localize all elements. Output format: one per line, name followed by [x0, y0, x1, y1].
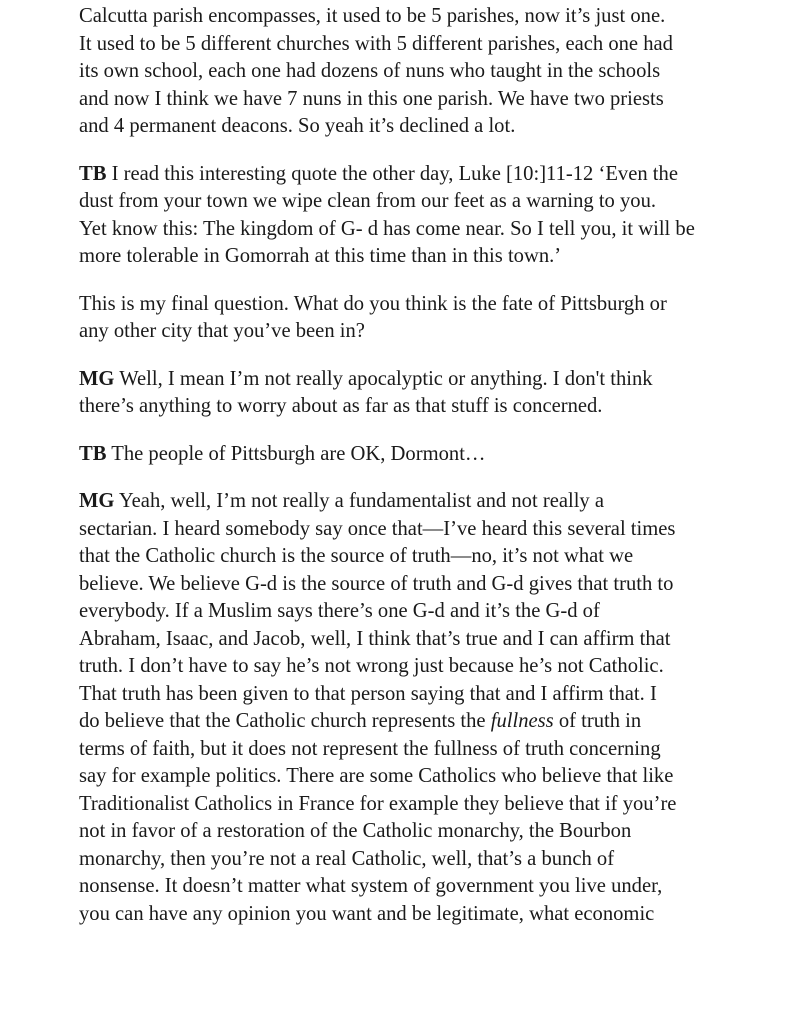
text-line — [79, 366, 779, 394]
text-line: that the Catholic church is the source of truth—no, it’s not what we — [79, 545, 634, 567]
document-page — [79, 3, 779, 948]
line-text: Well, I mean I’m not really apocalyptic or anything. I don't think — [114, 367, 653, 390]
text-line: everybody. If a Muslim says there’s one G-d and it’s the G-d of — [79, 600, 600, 622]
paragraph-3 — [79, 291, 779, 346]
text-line: This is my final question. What do you think is the fate of Pittsburgh or — [79, 292, 667, 315]
speaker-label: MG — [79, 490, 115, 512]
text-line: and now I think we have 7 nuns in this one parish. We have two priests — [79, 87, 664, 110]
line-text: of truth in — [553, 710, 642, 732]
line-text: Yeah, well, I’m not really a fundamentalist and not really a — [114, 490, 605, 512]
text-line: its own school, each one had dozens of nuns who taught in the schools — [79, 60, 661, 82]
paragraph-1 — [79, 3, 779, 141]
text-line: It used to be 5 different churches with 5 different parishes, each one had — [79, 32, 673, 55]
text-line — [79, 708, 779, 736]
text-line: there’s anything to worry about as far as that stuff is concerned. — [79, 395, 603, 417]
text-line: and 4 permanent deacons. So yeah it’s declined a lot. — [79, 115, 516, 137]
text-line: terms of faith, but it does not represent the fullness of truth concerning — [79, 737, 661, 760]
speaker-label: TB — [79, 162, 107, 185]
text-line: Traditionalist Catholics in France for example they believe that if you’re — [79, 792, 677, 815]
text-line: believe. We believe G-d is the source of truth and G-d gives that truth to — [79, 572, 674, 595]
text-line: say for example politics. There are some Catholics who believe that like — [79, 765, 674, 787]
paragraph-4 — [79, 366, 779, 421]
text-line: monarchy, then you’re not a real Catholic, well, that’s a bunch of — [79, 847, 615, 870]
text-line: any other city that you’ve been in? — [79, 320, 365, 342]
text-line: dust from your town we wipe clean from our feet as a warning to you. — [79, 190, 657, 212]
line-text: I read this interesting quote the other day, Luke [10:]11-12 ‘Even the — [106, 162, 678, 185]
paragraph-6 — [79, 488, 779, 928]
text-line — [79, 161, 779, 189]
line-text: do believe that the Catholic church represents the — [79, 710, 491, 732]
paragraph-2 — [79, 161, 779, 271]
text-line: truth. I don’t have to say he’s not wrong just because he’s not Catholic. — [79, 655, 664, 677]
text-line — [79, 488, 779, 516]
paragraph-5 — [79, 441, 779, 469]
speaker-label: MG — [79, 367, 115, 390]
emphasis-text: fullness — [490, 710, 554, 732]
text-line — [79, 441, 779, 469]
text-line: more tolerable in Gomorrah at this time than in this town.’ — [79, 245, 562, 267]
text-line: Yet know this: The kingdom of G- d has come near. So I tell you, it will be — [79, 217, 695, 240]
text-line: That truth has been given to that person saying that and I affirm that. I — [79, 682, 657, 705]
text-line: you can have any opinion you want and be legitimate, what economic — [79, 902, 655, 925]
text-line: Calcutta parish encompasses, it used to be 5 parishes, now it’s just one. — [79, 5, 666, 27]
speaker-label: TB — [79, 442, 107, 465]
text-line: Abraham, Isaac, and Jacob, well, I think that’s true and I can affirm that — [79, 627, 671, 650]
line-text: The people of Pittsburgh are OK, Dormont… — [106, 442, 486, 465]
text-line: sectarian. I heard somebody say once that—I’ve heard this several times — [79, 517, 676, 540]
text-line: not in favor of a restoration of the Catholic monarchy, the Bourbon — [79, 820, 632, 842]
text-line: nonsense. It doesn’t matter what system of government you live under, — [79, 875, 663, 897]
